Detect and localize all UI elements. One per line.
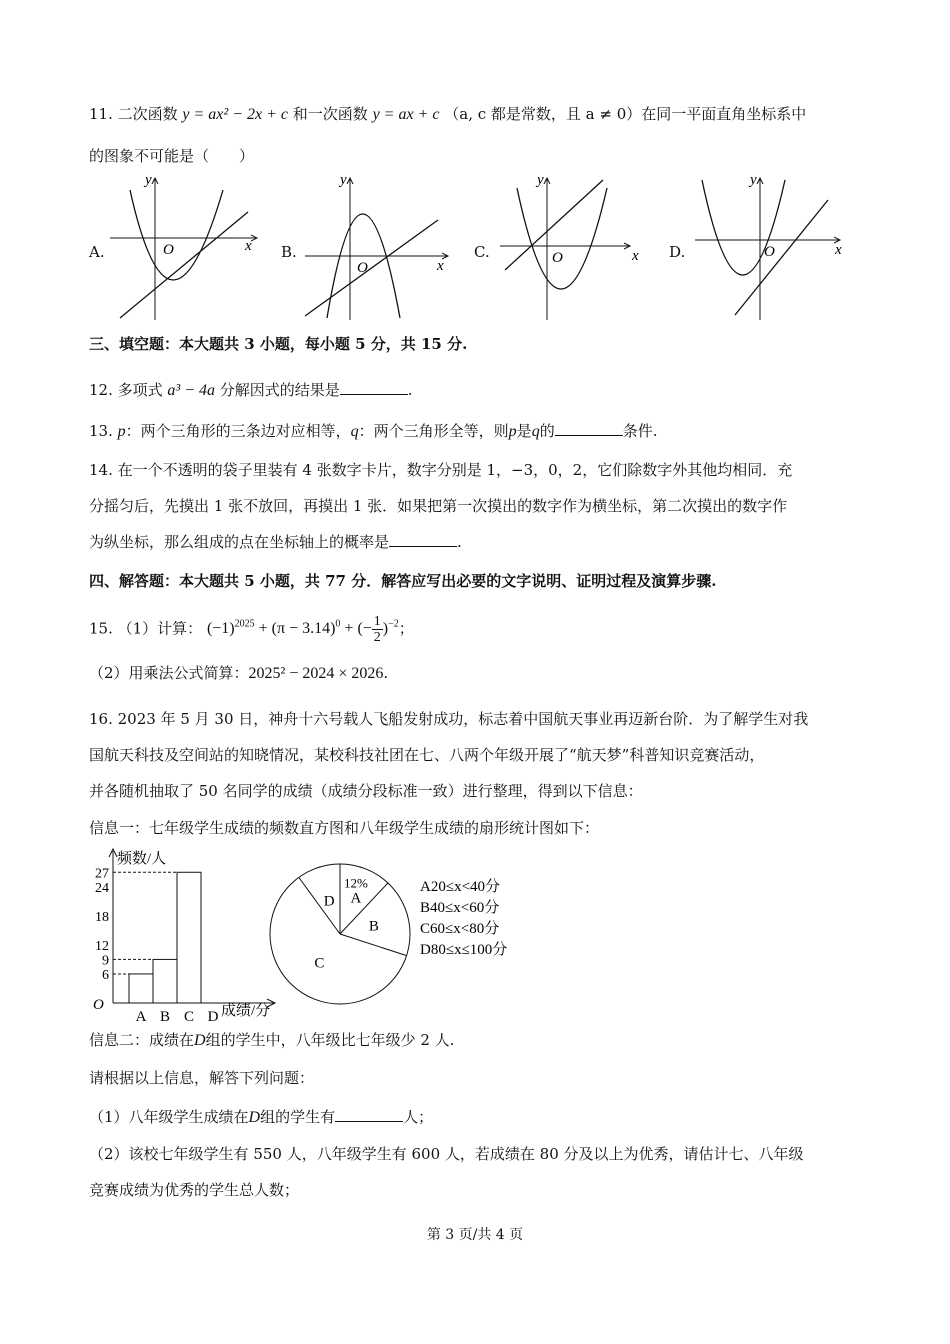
answer-blank xyxy=(555,421,623,436)
q16-line3: 并各随机抽取了 50 名同学的成绩（成绩分段标准一致）进行整理，得到以下信息： xyxy=(89,782,643,800)
legend-entry: B40≤x<60分 xyxy=(420,900,500,916)
answer-blank xyxy=(340,380,408,395)
y-tick-label: 18 xyxy=(95,909,109,925)
origin-label: O xyxy=(93,997,104,1013)
q16-sub2-line2: 竞赛成绩为优秀的学生总人数； xyxy=(89,1181,300,1199)
y-tick-label: 9 xyxy=(102,953,109,969)
q14-line3: 为纵坐标，那么组成的点在坐标轴上的概率是 . xyxy=(89,533,462,551)
legend-entry: A20≤x<40分 xyxy=(420,879,501,895)
svg-text:x: x xyxy=(437,258,444,274)
svg-text:y: y xyxy=(750,172,757,188)
q13: 13. p：两个三角形的三条边对应相等，q：两个三角形全等，则p是q的 条件. xyxy=(89,422,658,440)
answer-blank xyxy=(335,1107,403,1122)
y-tick-label: 6 xyxy=(102,967,109,983)
option-a-label: A. xyxy=(89,243,105,261)
y-tick-label: 27 xyxy=(95,866,109,882)
q15-part1: 15. （1）计算： $(-1)^{2025} + (\pi - 3.14)^0$ + (− $\frac{1}{2}$ )$^{-2}$； xyxy=(89,614,414,646)
svg-text:O: O xyxy=(764,244,775,260)
y-axis-label: 频数/人 xyxy=(117,851,167,867)
slice-label: D xyxy=(323,893,335,910)
q11-line1: 11. 二次函数 y = ax² − 2x + c 和一次函数 y = ax + c （a, c 都是常数，且 a ≠ 0）在同一平面直角坐标系中 xyxy=(89,105,807,123)
q14-line2: 分摇匀后，先摸出 1 张不放回，再摸出 1 张．如果把第一次摸出的数字作为横坐标，第二次摸出的数字作 xyxy=(89,497,788,515)
q11-formula-linear: y = ax + c xyxy=(372,106,440,123)
slice-percent-label: 12% xyxy=(344,875,368,891)
legend-entry: D80≤x≤100分 xyxy=(420,942,508,958)
x-tick-label: D xyxy=(207,1009,219,1025)
x-tick-label: B xyxy=(159,1009,171,1025)
bar-c xyxy=(177,872,201,1003)
q16-sub1: （1）八年级学生成绩在D组的学生有 人； xyxy=(89,1108,434,1126)
svg-text:y: y xyxy=(537,172,544,188)
answer-blank xyxy=(389,532,457,547)
y-tick-label: 24 xyxy=(95,880,109,896)
q14-line1: 14. 在一个不透明的袋子里装有 4 张数字卡片，数字分别是 1，−3，0，2，它们除数字外其他均相同．充 xyxy=(89,461,793,479)
option-c-graph xyxy=(495,170,655,325)
bar-b xyxy=(153,959,177,1003)
x-tick-label: A xyxy=(135,1009,147,1025)
origin-label: O xyxy=(163,242,174,258)
x-axis-label: 成绩/分 xyxy=(221,1003,271,1019)
histogram-chart xyxy=(85,845,285,1025)
x-tick-label: C xyxy=(183,1009,195,1025)
svg-text:O: O xyxy=(357,260,368,276)
slice-label: A xyxy=(350,890,362,907)
y-label: y xyxy=(145,172,152,188)
svg-text:y: y xyxy=(340,172,347,188)
q12-expression: a³ − 4a xyxy=(167,382,215,399)
q11-formula-quadratic: y = ax² − 2x + c xyxy=(182,106,288,123)
bar-a xyxy=(129,974,153,1003)
pie-chart xyxy=(268,848,528,1018)
option-d-label: D. xyxy=(669,243,686,261)
option-d-graph xyxy=(690,170,850,325)
q12: 12. 多项式 a³ − 4a 分解因式的结果是 . xyxy=(89,381,413,399)
option-c-label: C. xyxy=(474,243,490,261)
option-a-graph xyxy=(105,170,265,325)
section-3-heading: 三、填空题：本大题共 3 小题，每小题 5 分，共 15 分. xyxy=(89,335,468,353)
q16-line1: 16. 2023 年 5 月 30 日，神舟十六号载人飞船发射成功，标志着中国航天事业再迈新台阶．为了解学生对我 xyxy=(89,710,809,728)
option-b-label: B. xyxy=(281,243,297,261)
option-b-graph xyxy=(300,170,460,325)
svg-text:x: x xyxy=(835,242,842,258)
section-4-heading: 四、解答题：本大题共 5 小题，共 77 分．解答应写出必要的文字说明、证明过程及演算步骤. xyxy=(89,572,717,590)
slice-label: B xyxy=(368,918,379,935)
q16-sub2-line1: （2）该校七年级学生有 550 人，八年级学生有 600 人，若成绩在 80 分及以上为优秀，请估计七、八年级 xyxy=(89,1145,804,1163)
q16-prompt: 请根据以上信息，解答下列问题： xyxy=(89,1069,315,1087)
parabola xyxy=(130,190,223,280)
q11-line2: 的图象不可能是（ ） xyxy=(89,147,255,165)
x-label: x xyxy=(245,238,252,254)
y-tick-label: 12 xyxy=(95,938,109,954)
slice-label: C xyxy=(314,955,325,972)
q16-info2: 信息二：成绩在D组的学生中，八年级比七年级少 2 人. xyxy=(89,1031,455,1049)
q16-info1: 信息一：七年级学生成绩的频数直方图和八年级学生成绩的扇形统计图如下： xyxy=(89,819,600,837)
q16-line2: 国航天科技及空间站的知晓情况，某校科技社团在七、八两个年级开展了“航天梦”科普知识竞赛活动， xyxy=(89,746,765,764)
q15-part2: （2）用乘法公式简算：2025² − 2024 × 2026. xyxy=(89,664,389,682)
page-footer: 第 3 页/共 4 页 xyxy=(426,1227,524,1243)
slice-boundary xyxy=(340,934,407,956)
svg-text:x: x xyxy=(632,248,639,264)
legend-entry: C60≤x<80分 xyxy=(420,921,500,937)
fraction-one-half: $\frac{1}{2}$ xyxy=(373,614,381,646)
svg-text:O: O xyxy=(552,250,563,266)
